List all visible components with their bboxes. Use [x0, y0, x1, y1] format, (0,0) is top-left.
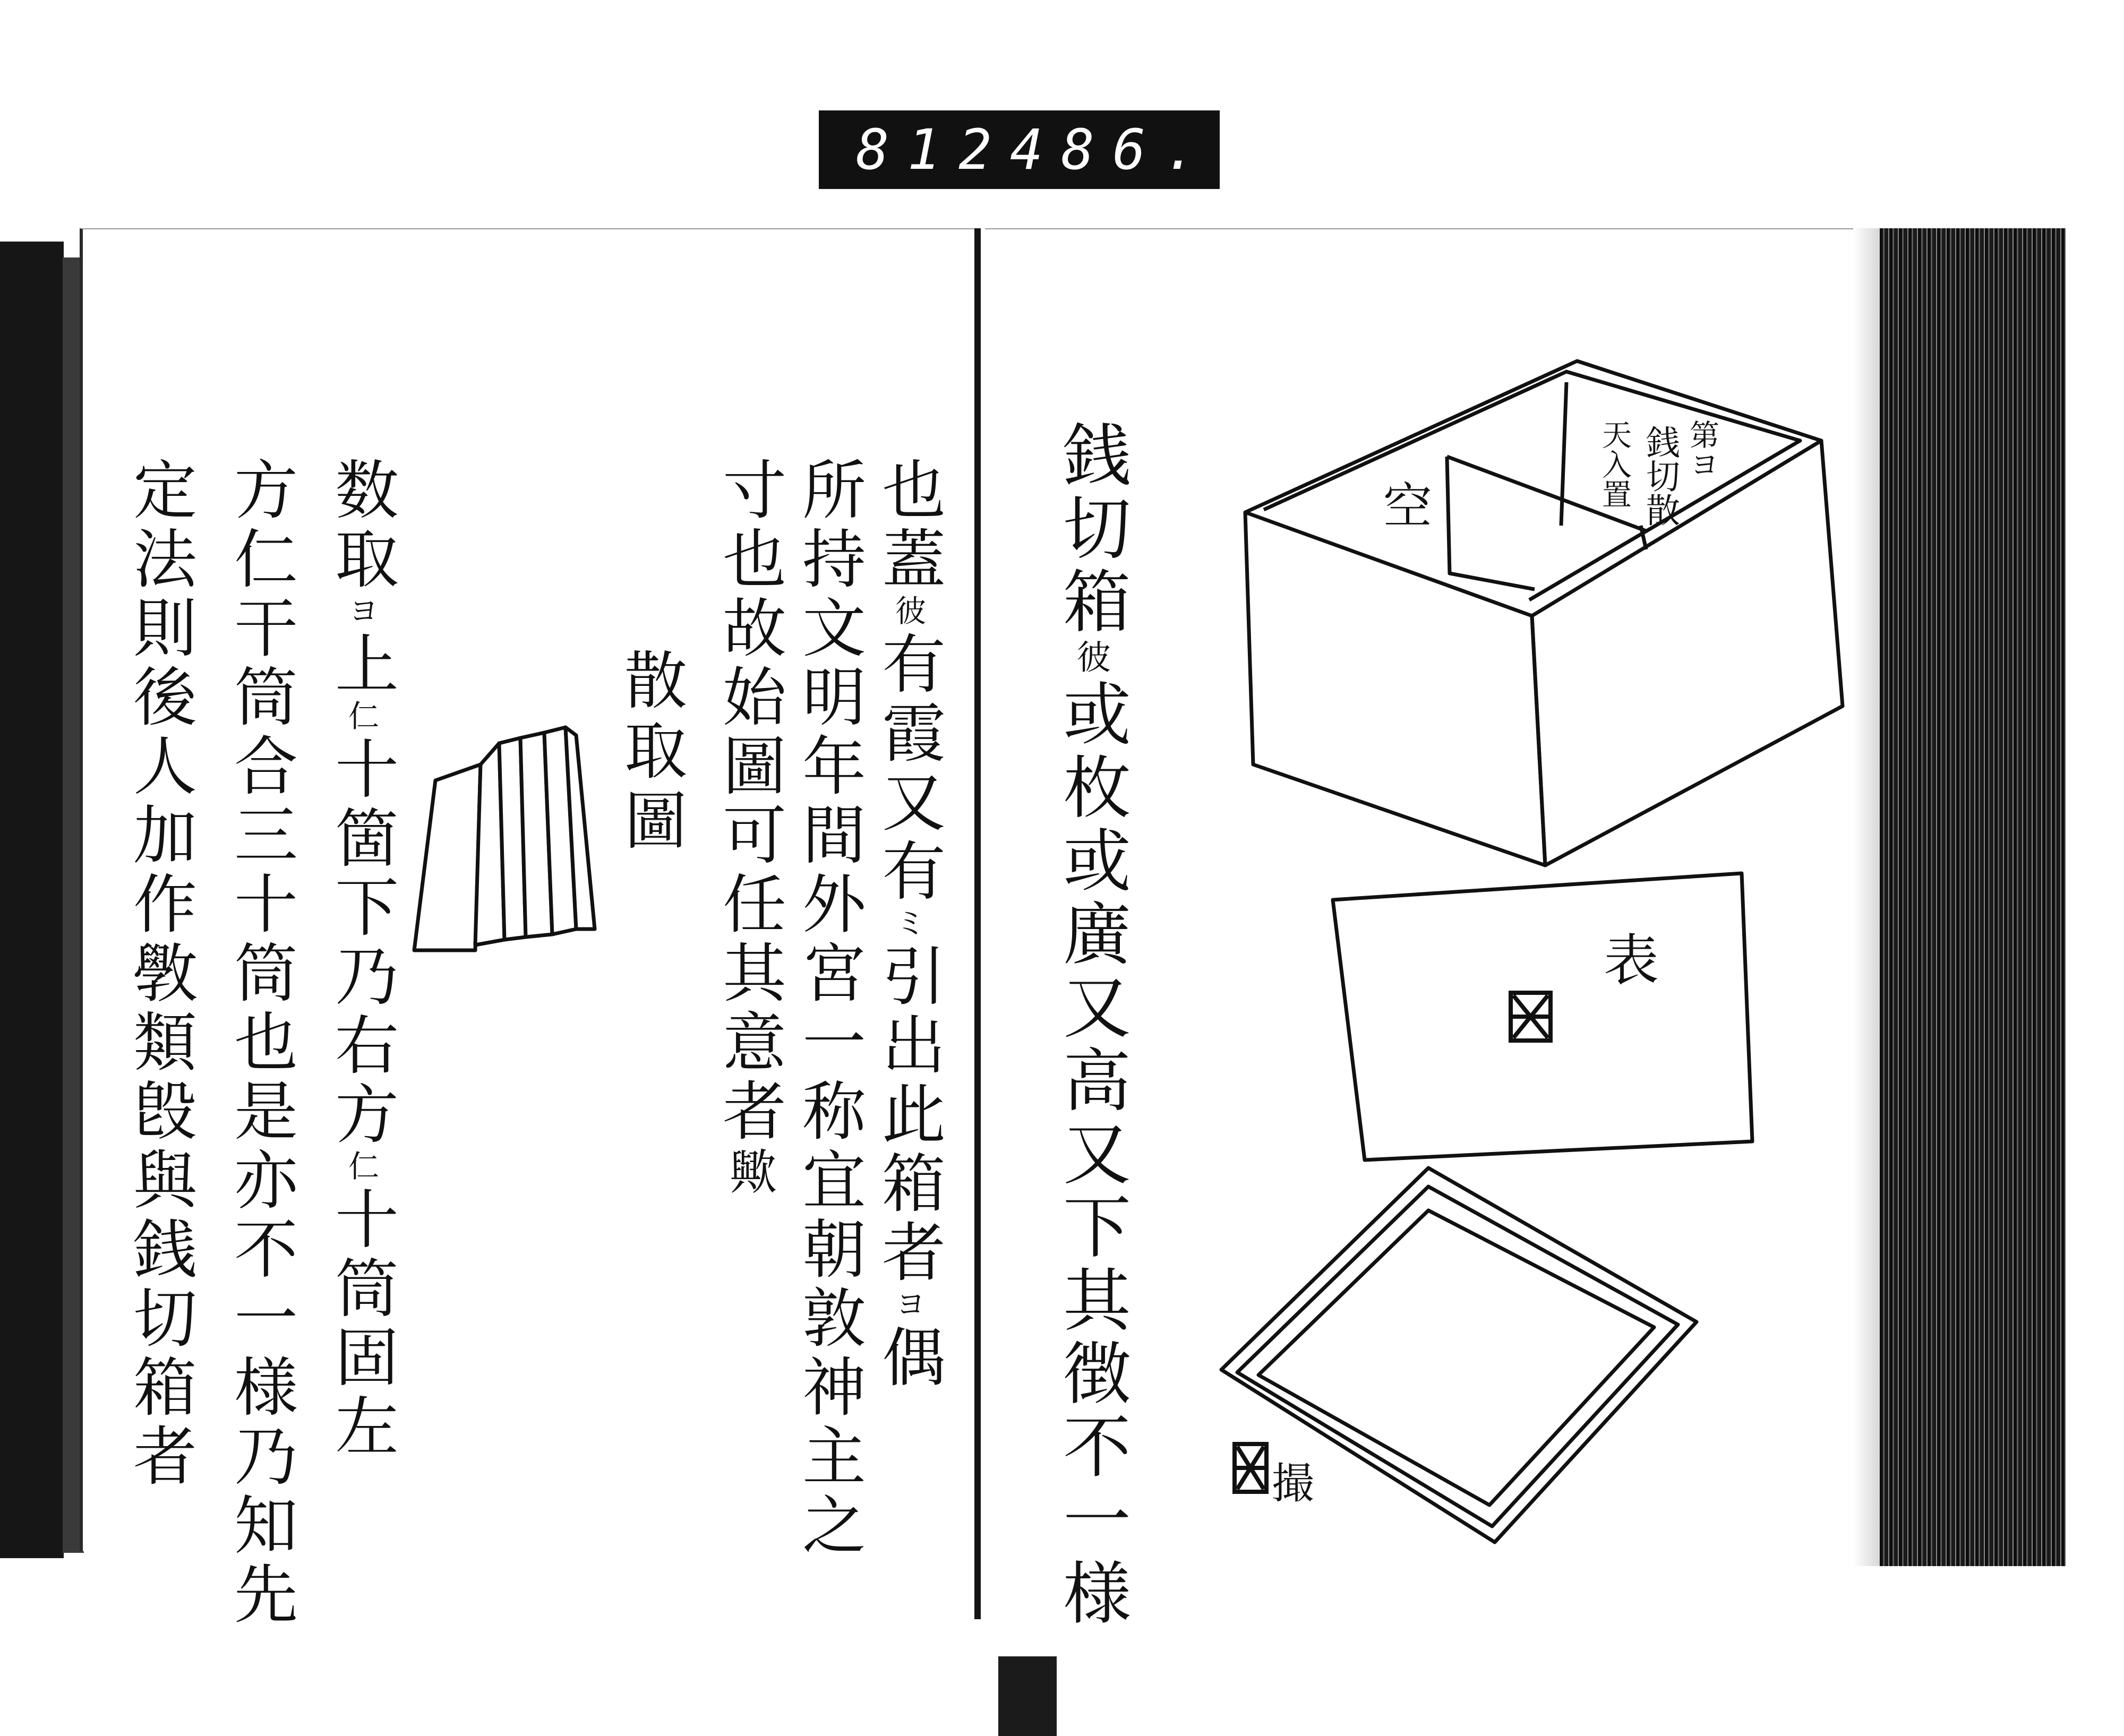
left-page-column-5: 所持文明年間外宮一称宜朝敦神主之 [792, 457, 866, 1561]
box-compartment-label: 空 [1383, 478, 1433, 535]
column-note: ミ [890, 907, 926, 943]
left-page-column-1: 定法則後人加作斆類𣪘與銭切箱者 [123, 457, 196, 1492]
coin-stack-drawing [414, 727, 595, 950]
box-note-2: 銭切散 [1640, 425, 1680, 527]
column-text: 或枚或廣又高又下其徴不一様 [1051, 678, 1130, 1631]
column-text: 寸也故始圖可任其意者 [712, 457, 786, 1147]
column-note: 仁 [343, 700, 379, 736]
catalog-number-right: 486. [1009, 117, 1215, 182]
diagram-caption: 散取圖 [614, 648, 687, 858]
column-note: 歟 [721, 1147, 777, 1200]
catalog-number-left: 812 [856, 117, 1010, 182]
tray-knot-icon [1235, 1444, 1266, 1492]
column-note: ヨ [890, 1288, 926, 1324]
column-note: 彼 [1071, 639, 1110, 678]
column-note: 彼 [890, 595, 926, 631]
column-note: ヨ [343, 595, 379, 631]
column-text: 偶 [871, 1324, 945, 1393]
open-box-drawing [1245, 361, 1843, 865]
column-note: 仁 [343, 1150, 379, 1186]
box-note-3: 天入置 [1597, 419, 1632, 509]
lid-label: 表 [1604, 928, 1659, 993]
column-text: 有霞又有 [871, 631, 945, 907]
tray-label: 撮 [1272, 1459, 1314, 1508]
column-text: 十箇下乃右方 [324, 736, 398, 1150]
column-text: 也蓋 [871, 457, 945, 595]
lid-knot-icon [1511, 993, 1551, 1041]
column-text: 十筒固左 [324, 1186, 398, 1462]
column-text: 上 [324, 631, 398, 700]
column-text: 銭切箱 [1051, 419, 1130, 639]
column-text: 引出此箱者 [871, 943, 945, 1288]
box-note-1: 第ヨ [1685, 419, 1719, 479]
left-page-column-2: 方仁干筒合三十筒也是亦不一様乃知先 [224, 457, 297, 1630]
column-text: 数取 [324, 457, 398, 595]
